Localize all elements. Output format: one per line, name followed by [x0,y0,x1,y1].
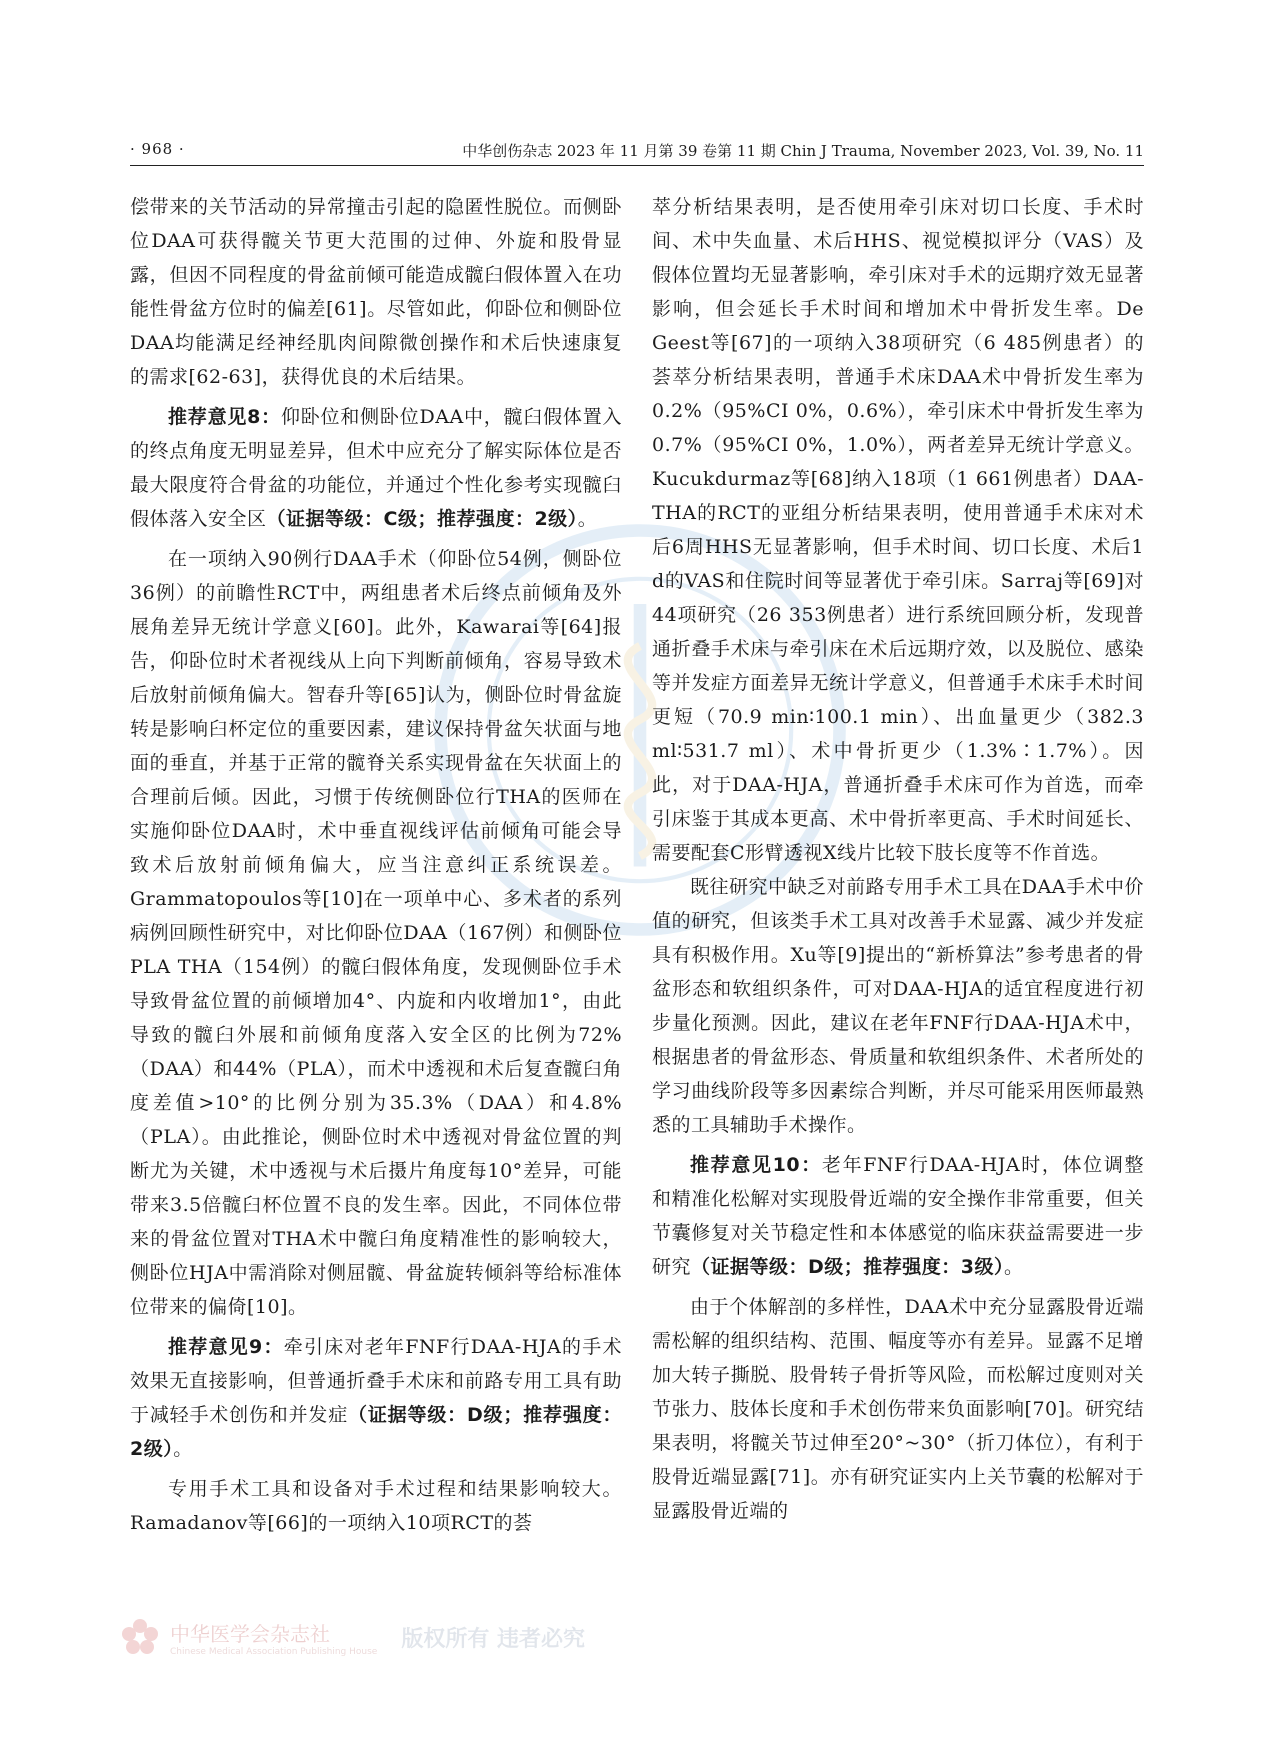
flower-logo-icon [120,1617,160,1657]
sentence-end: 。 [173,1438,193,1460]
publisher-name-en: Chinese Medical Association Publishing House [170,1646,378,1657]
paragraph-continued: 偿带来的关节活动的异常撞击引起的隐匿性脱位。而侧卧位DAA可获得髋关节更大范围的过伸、外旋和股骨显露，但因不同程度的骨盆前倾可能造成髋臼假体置入在功能性骨盆方位时的偏差[61]。尽管如此，仰卧位和侧卧位DAA均能满足经神经肌肉间隙微创操作和术后快速康复的需求[62-63]，获得优良的术后结果。 [130,196,622,388]
journal-header: 中华创伤杂志 2023 年 11 月第 39 卷第 11 期 Chin J Trauma, November 2023, Vol. 39, No. 11 [462,142,1144,160]
evidence-level: （证据等级：C级；推荐强度：2级） [266,508,578,530]
recommendation-text: 牵引床对老年FNF行DAA-HJA的手术效果无直接影响，但普通折叠手术床和前路专用工具有助于减轻手术创伤和并发症 [130,1336,622,1426]
right-column [652,190,1144,1528]
copyright-notice: 版权所有 违者必究 [401,1626,585,1652]
recommendation-paragraph [130,1330,622,1466]
body-paragraph: 在一项纳入90例行DAA手术（仰卧位54例，侧卧位36例）的前瞻性RCT中，两组患者术后终点前倾角及外展角差异无统计学意义[60]。此外，Kawarai等[64]报告，仰卧位时术者视线从上向下判断前倾角，容易导致术后放射前倾角偏大。智春升等[65]认为，侧卧位时骨盆旋转是影响臼杯定位的重要因素，建议保持骨盆矢状面与地面的垂直，并基于正常的髋脊关系实现骨盆在矢状面上的合理前后倾。因此，习惯于传统侧卧位行THA的医师在实施仰卧位DAA时，术中垂直视线评估前倾角可能会导致术后放射前倾角偏大，应当注意纠正系统误差。Grammatopoulos等[10]在一项单中心、多术者的系列病例回顾性研究中，对比仰卧位DAA（167例）和侧卧位PLA THA（154例）的髋臼假体角度，发现侧卧位手术导致骨盆位置的前倾增加4°、内旋和内收增加1°，由此导致的髋臼外展和前倾角度落入安全区的比例为72%（DAA）和44%（PLA），而术中透视和术后复查髋臼角度差值>10°的比例分别为35.3%（DAA）和4.8%（PLA）。由此推论，侧卧位时术中透视对骨盆位置的判断尤为关键，术中透视与术后摄片角度每10°差异，可能带来3.5倍髋臼杯位置不良的发生率。因此，不同体位带来的骨盆位置对THA术中髋臼角度精准性的影响较大，侧卧位HJA中需消除对侧屈髋、骨盆旋转倾斜等给标准体位带来的偏倚[10]。 [130,548,622,1318]
recommendation-text: 老年FNF行DAA-HJA时，体位调整和精准化松解对实现股骨近端的安全操作非常重要，但关节囊修复对关节稳定性和本体感觉的临床获益需要进一步研究 [652,1154,1144,1278]
publisher-footer [120,1617,585,1657]
recommendation-label: 推荐意见9： [168,1336,284,1358]
body-paragraph: 专用手术工具和设备对手术过程和结果影响较大。Ramadanov等[66]的一项纳入10项RCT的荟 [130,1478,622,1534]
recommendation-label: 推荐意见8： [168,406,281,428]
left-column [130,190,622,1540]
evidence-level: （证据等级：D级；推荐强度：2级） [130,1404,622,1460]
sentence-end: 。 [577,508,598,530]
header-rule [130,165,1144,166]
evidence-level: （证据等级：D级；推荐强度：3级） [691,1256,1005,1278]
body-paragraph: 由于个体解剖的多样性，DAA术中充分显露股骨近端需松解的组织结构、范围、幅度等亦有差异。显露不足增加大转子撕脱、股骨转子骨折等风险，而松解过度则对关节张力、肢体长度和手术创伤带来负面影响[70]。研究结果表明，将髋关节过伸至20°~30°（折刀体位），有利于股骨近端显露[71]。亦有研究证实内上关节囊的松解对于显露股骨近端的 [652,1296,1144,1522]
publisher-name-cn: 中华医学会杂志社 [170,1621,330,1646]
body-paragraph: 既往研究中缺乏对前路专用手术工具在DAA手术中价值的研究，但该类手术工具对改善手术显露、减少并发症具有积极作用。Xu等[9]提出的“新桥算法”参考患者的骨盆形态和软组织条件，可对DAA-HJA的适宜程度进行初步量化预测。因此，建议在老年FNF行DAA-HJA术中，根据患者的骨盆形态、骨质量和软组织条件、术者所处的学习曲线阶段等多因素综合判断，并尽可能采用医师最熟悉的工具辅助手术操作。 [652,876,1144,1136]
recommendation-text: 仰卧位和侧卧位DAA中，髋臼假体置入的终点角度无明显差异，但术中应充分了解实际体位是否最大限度符合骨盆的功能位，并通过个性化参考实现髋臼假体落入安全区 [130,406,622,530]
recommendation-label: 推荐意见10： [690,1154,822,1176]
sentence-end: 。 [1004,1256,1024,1278]
recommendation-paragraph [652,1148,1144,1284]
recommendation-paragraph [130,400,622,536]
page-number: · 968 · [130,140,185,158]
paragraph-continued: 萃分析结果表明，是否使用牵引床对切口长度、手术时间、术中失血量、术后HHS、视觉模拟评分（VAS）及假体位置均无显著影响，牵引床对手术的远期疗效无显著影响，但会延长手术时间和增加术中骨折发生率。De Geest等[67]的一项纳入38项研究（6 485例患者）的荟萃分析结果表明，普通手术床DAA术中骨折发生率为0.2%（95%CI 0%，0.6%），牵引床术中骨折发生率为0.7%（95%CI 0%，1.0%），两者差异无统计学意义。Kucukdurmaz等[68]纳入18项（1 661例患者）DAA-THA的RCT的亚组分析结果表明，使用普通手术床对术后6周HHS无显著影响，但手术时间、切口长度、术后1 d的VAS和住院时间等显著优于牵引床。Sarraj等[69]对44项研究（26 353例患者）进行系统回顾分析，发现普通折叠手术床与牵引床在术后远期疗效，以及脱位、感染等并发症方面差异无统计学意义，但普通手术床手术时间更短（70.9 min∶100.1 min）、出血量更少（382.3 ml∶531.7 ml）、术中骨折更少（1.3%∶1.7%）。因此，对于DAA-HJA，普通折叠手术床可作为首选，而牵引床鉴于其成本更高、术中骨折率更高、手术时间延长、需要配套C形臂透视X线片比较下肢长度等不作首选。 [652,196,1144,864]
